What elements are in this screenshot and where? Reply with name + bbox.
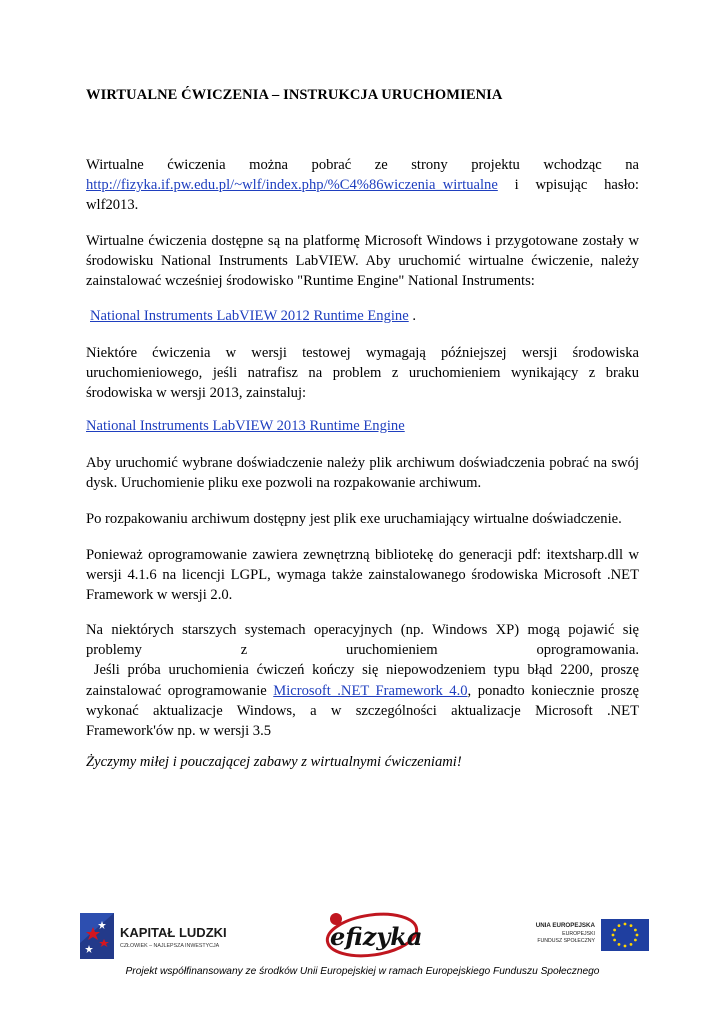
link-line-2012: [90, 306, 643, 326]
efizyka-logo: [322, 907, 422, 963]
p7-line4-before: zainstalować oprogramowanie: [86, 682, 274, 699]
wlf-link[interactable]: http://fizyka.if.pw.edu.pl/~wlf/index.php/%C4%86wiczenia_wirtualne: [86, 177, 498, 194]
closing-wish: Życzymy miłej i pouczającej zabawy z wirtualnymi ćwiczeniami!: [86, 754, 462, 770]
p7-line1: Na niektórych starszych systemach operacyjnych (np. Windows XP) mogą pojawić się: [86, 622, 639, 638]
p1-line3: wlf2013.: [86, 197, 139, 214]
eu-sub2: FUNDUSZ SPOŁECZNY: [537, 938, 595, 944]
p7-line4-after: , ponadto koniecznie proszę: [467, 682, 639, 699]
p7-line5: wykonać aktualizacje Windows, a w szczególności aktualizacje Microsoft .NET Framework'ów np. w wersji 3.5: [86, 702, 639, 740]
eu-sub1: EUROPEJSKI: [562, 931, 595, 937]
paragraph-download: [86, 155, 639, 216]
kapital-ludzki-logo: [80, 913, 240, 959]
eu-title: UNIA EUROPEJSKA: [535, 922, 595, 929]
labview-2013-link[interactable]: National Instruments LabVIEW 2013 Runtime Engine: [86, 418, 405, 434]
dotnet-framework-link[interactable]: Microsoft .NET Framework 4.0: [273, 682, 468, 699]
p1-line2: [86, 175, 639, 195]
p7-line2: problemy z uruchomieniem oprogramowania.: [86, 642, 639, 659]
p7-line4: [86, 681, 639, 701]
link-line-2013: [86, 416, 639, 436]
paragraph-exe: Po rozpakowaniu archiwum dostępny jest plik exe uruchamiający wirtualne doświadczenie.: [86, 511, 622, 527]
paragraph-itextsharp: Ponieważ oprogramowanie zawiera zewnętrzną bibliotekę do generacji pdf: itextsharp.dll w wersji 4.1.6 na licencji LGPL, wymaga także zainstalowanego środowiska Microsoft .NET Framework w wersji 2.0.: [86, 547, 639, 604]
kl-subtitle: CZŁOWIEK – NAJLEPSZA INWESTYCJA: [120, 943, 220, 949]
eu-logo: [525, 917, 650, 955]
footer-cofinancing-note: Projekt współfinansowany ze środków Unii Europejskiej w ramach Europejskiego Funduszu Społecznego: [125, 966, 600, 977]
efizyka-wordmark: efizyka: [330, 922, 422, 951]
p1-after-link: i wpisując hasło:: [497, 177, 639, 194]
paragraph-testing: Niektóre ćwiczenia w wersji testowej wymagają późniejszej wersji środowiska uruchomieniowego, jeśli natrafisz na problem z uruchomieniem wynikający z braku środowiska w wersji 2013, zainstaluj:: [86, 345, 639, 402]
labview-2012-link[interactable]: National Instruments LabVIEW 2012 Runtime Engine: [90, 308, 409, 324]
p7-line3: Jeśli próba uruchomienia ćwiczeń kończy się niepowodzeniem typu błąd 2200, proszę: [86, 662, 639, 679]
p1-line1: Wirtualne ćwiczenia można pobrać ze strony projektu wchodząc na: [86, 157, 639, 173]
paragraph-windows-xp: [86, 620, 639, 741]
footer-logos: [0, 905, 725, 965]
kl-title: KAPITAŁ LUDZKI: [120, 925, 227, 940]
paragraph-archive: Aby uruchomić wybrane doświadczenie należy plik archiwum doświadczenia pobrać na swój dysk. Uruchomienie pliku exe pozwoli na rozpakowanie archiwum.: [86, 455, 639, 492]
paragraph-platform: Wirtualne ćwiczenia dostępne są na platformę Microsoft Windows i przygotowane zostały w środowisku National Instruments LabVIEW. Aby uruchomić wirtualne ćwiczenie, należy zainstalować wcześniej środowisko "Runtime Engine" National Instruments:: [86, 233, 639, 290]
link2012-after: .: [408, 308, 417, 324]
document-title: WIRTUALNE ĆWICZENIA – INSTRUKCJA URUCHOMIENIA: [86, 87, 503, 103]
